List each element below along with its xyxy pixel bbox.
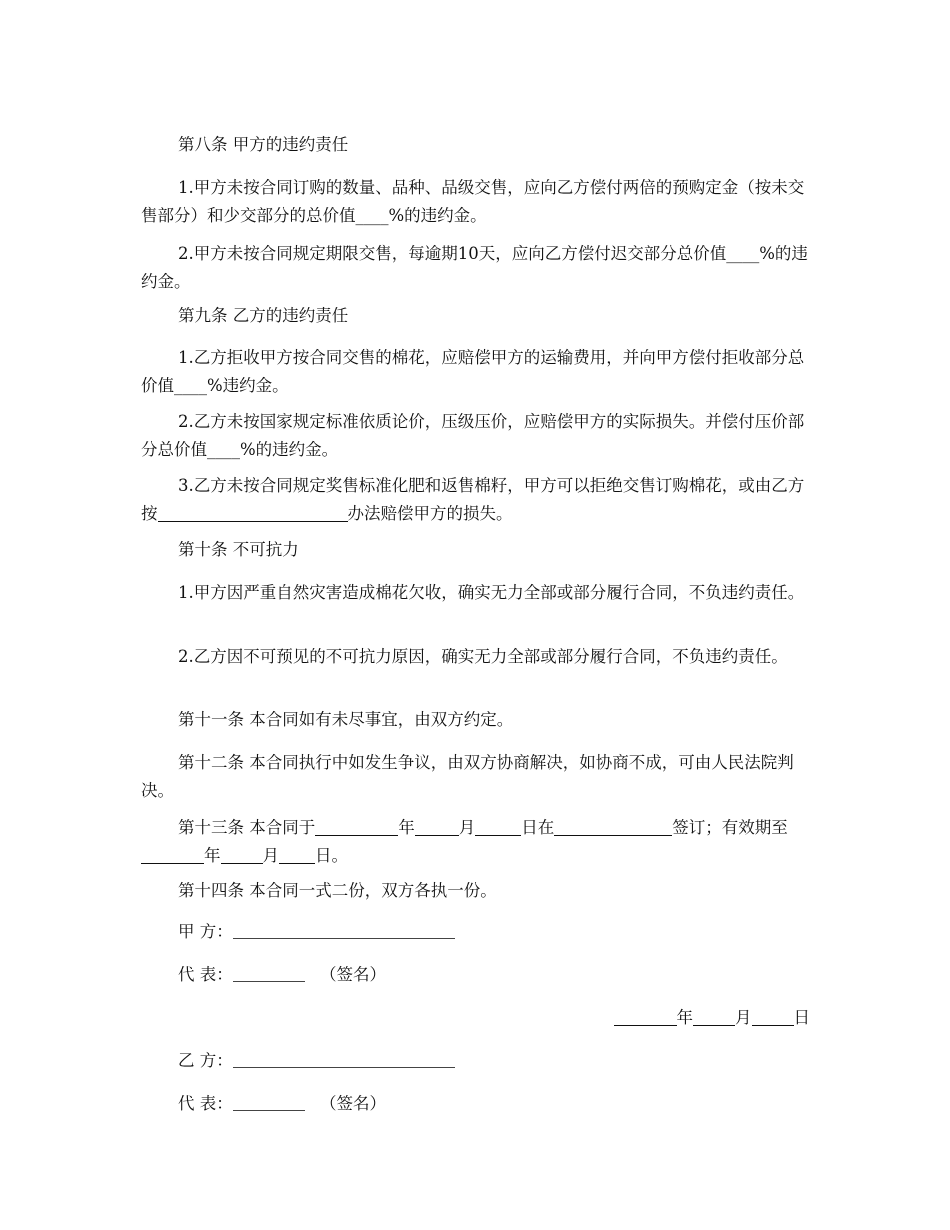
article-9-clause-1 [141, 344, 813, 400]
blank-underscore: ____ [207, 440, 240, 459]
article-11: 第十一条 本合同如有未尽事宜，由双方约定。 [178, 710, 514, 729]
year-blank [614, 1007, 677, 1026]
blank-underscore: ____ [355, 206, 389, 225]
blank-underscore: ____ [174, 376, 207, 395]
clause-text: 办法赔偿甲方的损失。 [347, 504, 513, 523]
day-label: 日 [793, 1008, 810, 1027]
representative-field[interactable] [233, 965, 305, 982]
clause-text: 月 [262, 846, 279, 865]
article-9-clause-3 [141, 472, 813, 528]
clause-text: %的违约金。 [388, 206, 487, 225]
party-a-representative-line [178, 961, 386, 989]
article-9-clause-2 [141, 408, 813, 464]
clause-text: 第十三条 本合同于 [178, 818, 316, 837]
clause-text: %的违约金。 [141, 244, 808, 291]
clause-text: 年 [204, 846, 221, 865]
blank-line [315, 817, 398, 836]
blank-line [141, 845, 204, 864]
clause-text: 1.甲方未按合同订购的数量、品种、品级交售，应向乙方偿付两倍的预购定金（按未交售部分）和少交部分的总价值 [141, 178, 805, 225]
sign-note: （签名） [320, 1094, 386, 1113]
clause-text: 月 [458, 818, 476, 837]
date-line [614, 1004, 811, 1032]
representative-label: 代 表： [178, 1094, 233, 1113]
party-a-line [178, 918, 455, 946]
year-label: 年 [676, 1008, 693, 1027]
article-8-clause-1 [141, 174, 813, 230]
month-blank [693, 1007, 735, 1026]
sign-note: （签名） [320, 965, 386, 984]
day-blank [752, 1007, 794, 1026]
blank-line [554, 817, 672, 836]
party-b-line [178, 1047, 455, 1075]
blank-line [415, 817, 459, 836]
party-a-label: 甲 方： [178, 922, 233, 941]
article-10-clause-2: 2.乙方因不可预见的不可抗力原因，确实无力全部或部分履行合同，不负违约责任。 [178, 647, 788, 666]
clause-text: 2.乙方未按国家规定标准依质论价，压级压价，应赔偿甲方的实际损失。并偿付压价部分总价值 [141, 412, 805, 459]
clause-text: %违约金。 [207, 376, 289, 395]
representative-field[interactable] [233, 1094, 305, 1111]
clause-text: 日。 [315, 846, 348, 865]
article-10-clause-1: 1.甲方因严重自然灾害造成棉花欠收，确实无力全部或部分履行合同，不负违约责任。 [178, 583, 805, 602]
party-a-name-field[interactable] [233, 922, 455, 939]
blank-line [158, 503, 348, 522]
article-13 [141, 814, 813, 870]
article-10-title: 第十条 不可抗力 [178, 540, 299, 559]
clause-text: 3.乙方未按合同规定奖售标准化肥和返售棉籽，甲方可以拒绝交售订购棉花，或由乙方按 [141, 476, 805, 523]
clause-text: 日在 [521, 818, 555, 837]
blank-line [475, 817, 521, 836]
representative-label: 代 表： [178, 965, 233, 984]
clause-text: 2.甲方未按合同规定期限交售，每逾期10天，应向乙方偿付迟交部分总价值__ [178, 244, 743, 263]
month-label: 月 [735, 1008, 752, 1027]
article-14: 第十四条 本合同一式二份，双方各执一份。 [178, 881, 497, 900]
article-8-title: 第八条 甲方的违约责任 [178, 135, 349, 154]
clause-text: 1.乙方拒收甲方按合同交售的棉花，应赔偿甲方的运输费用，并向甲方偿付拒收部分总价值 [141, 348, 805, 395]
clause-text: 签订；有效期至 [672, 818, 788, 837]
article-12: 第十二条 本合同执行中如发生争议，由双方协商解决，如协商不成，可由人民法院判决。 [141, 753, 794, 800]
article-9-title: 第九条 乙方的违约责任 [178, 306, 349, 325]
blank-underscore: __ [742, 244, 760, 263]
blank-line [279, 845, 315, 864]
party-b-label: 乙 方： [178, 1051, 233, 1070]
clause-text: 年 [398, 818, 415, 837]
article-8-clause-2 [141, 240, 813, 296]
blank-line [221, 845, 263, 864]
clause-text: %的违约金。 [240, 440, 339, 459]
party-b-name-field[interactable] [233, 1051, 455, 1068]
party-b-representative-line [178, 1090, 386, 1118]
